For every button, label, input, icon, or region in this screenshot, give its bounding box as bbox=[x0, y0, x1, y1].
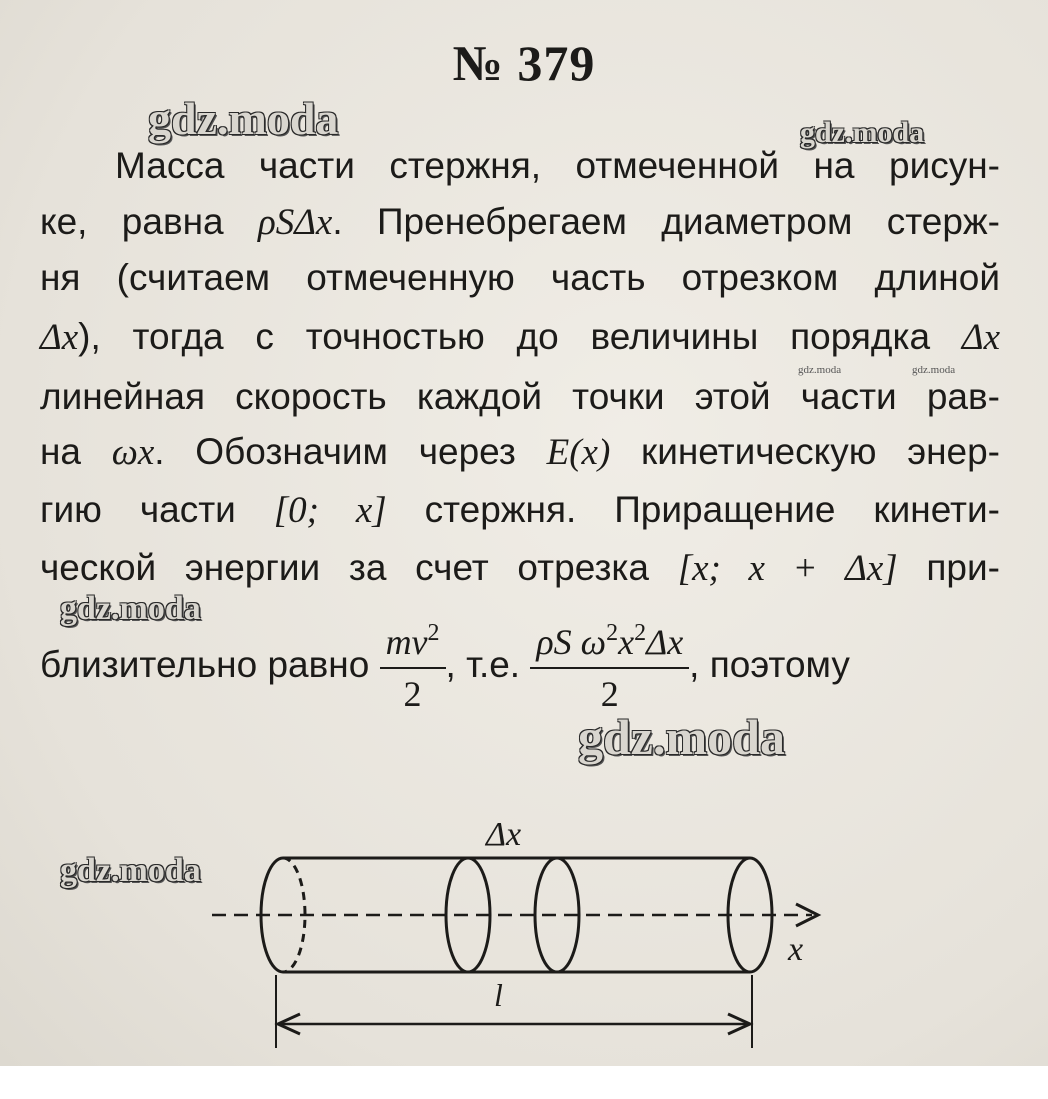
text-segment: гию части bbox=[40, 489, 274, 530]
text-segment: . Пренебрегаем диаметром стерж- bbox=[332, 201, 1000, 242]
watermark: gdz.moda bbox=[578, 709, 785, 765]
superscript: 2 bbox=[634, 620, 647, 646]
math-e-of-x: E(x) bbox=[546, 432, 611, 473]
text-segment: кинетическую энер- bbox=[610, 431, 1000, 472]
math-dx: Δx bbox=[961, 317, 1000, 358]
text-segment: близительно равно bbox=[40, 643, 380, 685]
problem-number: № 379 bbox=[452, 35, 596, 91]
superscript: 2 bbox=[427, 620, 440, 646]
watermark: gdz.moda bbox=[798, 364, 842, 376]
watermark: gdz.moda bbox=[60, 590, 201, 627]
watermark: gdz.moda bbox=[912, 364, 956, 376]
text-segment: , поэтому bbox=[689, 643, 850, 685]
math-interval-0-x: [0; x] bbox=[273, 490, 387, 531]
text-segment: ), тогда с точностью до величины порядка bbox=[78, 316, 962, 357]
text-segment: стержня. Приращение кинети- bbox=[386, 489, 1000, 530]
text-segment: при- bbox=[897, 547, 1000, 588]
math-rho-s-dx: ρSΔx bbox=[257, 202, 333, 243]
text-segment: ня (считаем отмеченную часть отрезком длиной bbox=[40, 257, 1000, 298]
text-segment: ке, равна bbox=[40, 201, 258, 242]
math-omega-x: ωx bbox=[111, 432, 155, 473]
math-rho-s-omega: ρS ω bbox=[536, 622, 607, 662]
watermark: gdz.moda bbox=[148, 93, 339, 144]
math-interval-x-x-dx: [x; x + Δx] bbox=[677, 548, 898, 589]
text-segment: на bbox=[40, 431, 112, 472]
math-dx: Δx bbox=[646, 622, 684, 662]
text-segment: ческой энергии за счет отрезка bbox=[40, 547, 678, 588]
label-x: x bbox=[788, 931, 804, 968]
math-x: x bbox=[618, 622, 635, 662]
label-l: l bbox=[494, 977, 503, 1013]
text-segment: линейная скорость каждой точки этой части рав- bbox=[40, 376, 1000, 417]
fraction-denominator: 2 bbox=[600, 673, 619, 714]
text-segment: . Обозначим через bbox=[154, 431, 547, 472]
watermark: gdz.moda bbox=[60, 852, 201, 889]
text-segment: Масса части стержня, отмеченной на рисун- bbox=[115, 145, 1000, 186]
math-mv: mv bbox=[385, 622, 428, 662]
text-segment: , т.е. bbox=[445, 643, 531, 685]
superscript: 2 bbox=[606, 620, 619, 646]
watermark: gdz.moda bbox=[800, 116, 925, 149]
fraction-denominator: 2 bbox=[403, 673, 422, 714]
math-dx: Δx bbox=[40, 317, 79, 358]
label-dx: Δx bbox=[486, 816, 522, 853]
